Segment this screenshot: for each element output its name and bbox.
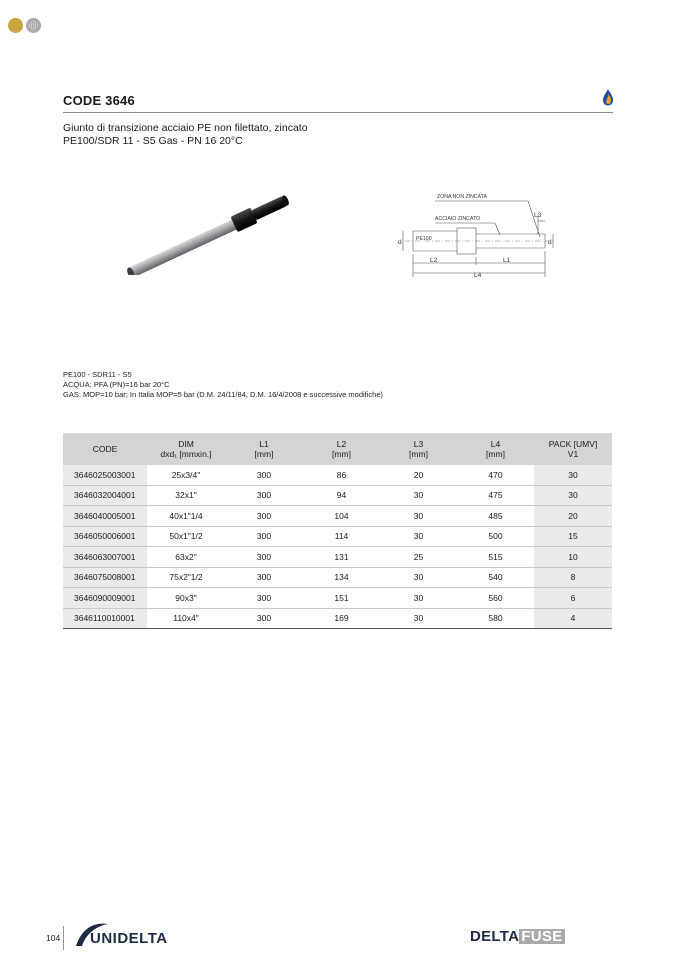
note-line: PE100 - SDR11 - S5 xyxy=(63,370,132,379)
description-line-1: Giunto di transizione acciaio PE non filettato, zincato xyxy=(63,122,308,134)
col-header-l2: L2 [mm] xyxy=(303,433,380,465)
d-right-label: d xyxy=(548,239,552,246)
table-row xyxy=(63,485,612,506)
cell-dim: 50x1"1/2 xyxy=(147,526,225,547)
cell-l4: 515 xyxy=(457,547,534,568)
cell-l3: 30 xyxy=(380,588,457,609)
cell-l4: 580 xyxy=(457,608,534,629)
cell-code: 3646040005001 xyxy=(63,506,147,527)
cell-l3: 30 xyxy=(380,608,457,629)
cell-l3: 30 xyxy=(380,567,457,588)
page-number: 104 xyxy=(46,933,61,943)
specification-table xyxy=(63,433,612,629)
cell-l1: 300 xyxy=(225,588,303,609)
table-row xyxy=(63,526,612,547)
technical-notes xyxy=(63,370,383,400)
zona-label: ZONA NON ZINCATA xyxy=(437,194,487,200)
cell-l1: 300 xyxy=(225,465,303,485)
cell-dim: 75x2"1/2 xyxy=(147,567,225,588)
note-line: GAS: MOP=10 bar; In Italia MOP=5 bar (D.M. 24/11/84, D.M. 16/4/2008 e successive modifiche) xyxy=(63,390,384,399)
cell-dim: 40x1"1/4 xyxy=(147,506,225,527)
unidelta-logo xyxy=(72,918,212,948)
col-header-l3: L3 [mm] xyxy=(380,433,457,465)
cell-code: 3646032004001 xyxy=(63,485,147,506)
l3-label: L3 xyxy=(534,212,542,219)
note-line: ACQUA: PFA (PN)=16 bar 20°C xyxy=(63,380,170,389)
table-row xyxy=(63,506,612,527)
cell-l1: 300 xyxy=(225,526,303,547)
cell-pack: 10 xyxy=(534,547,612,568)
brand-delta: DELTA xyxy=(470,928,520,945)
cell-l2: 134 xyxy=(303,567,380,588)
cell-code: 3646090009001 xyxy=(63,588,147,609)
cell-l1: 300 xyxy=(225,608,303,629)
technical-drawing xyxy=(395,185,565,290)
cell-l4: 470 xyxy=(457,465,534,485)
cell-l4: 560 xyxy=(457,588,534,609)
cell-l3: 30 xyxy=(380,485,457,506)
cell-dim: 32x1" xyxy=(147,485,225,506)
footer-divider xyxy=(63,926,64,950)
cell-l2: 114 xyxy=(303,526,380,547)
cell-l3: 20 xyxy=(380,465,457,485)
table-row xyxy=(63,465,612,485)
cell-l3: 30 xyxy=(380,506,457,527)
page-title: CODE 3646 xyxy=(63,93,135,108)
cell-code: 3646110010001 xyxy=(63,608,147,629)
cell-l2: 104 xyxy=(303,506,380,527)
col-header-code: CODE xyxy=(63,433,147,465)
l2-label: L2 xyxy=(430,257,438,264)
cell-pack: 30 xyxy=(534,465,612,485)
grey-dot-icon xyxy=(26,18,41,33)
cell-l4: 500 xyxy=(457,526,534,547)
cell-pack: 8 xyxy=(534,567,612,588)
description-line-2: PE100/SDR 11 - S5 Gas - PN 16 20°C xyxy=(63,135,243,147)
gold-dot-icon xyxy=(8,18,23,33)
cell-code: 3646025003001 xyxy=(63,465,147,485)
cell-pack: 6 xyxy=(534,588,612,609)
table-row xyxy=(63,608,612,629)
col-header-pack: PACK [UMV] V1 xyxy=(534,433,612,465)
cell-l4: 540 xyxy=(457,567,534,588)
unidelta-wordmark: UNIDELTA xyxy=(90,930,168,947)
cell-l4: 485 xyxy=(457,506,534,527)
table-header-row xyxy=(63,433,612,465)
cell-l3: 25 xyxy=(380,547,457,568)
col-header-dim: DIM dxd₁ [mmxin.] xyxy=(147,433,225,465)
cell-l3: 30 xyxy=(380,526,457,547)
acciaio-label: ACCIAIO ZINCATO xyxy=(435,216,481,222)
cell-l2: 151 xyxy=(303,588,380,609)
cell-code: 3646050006001 xyxy=(63,526,147,547)
product-photo xyxy=(118,195,298,275)
cell-l2: 131 xyxy=(303,547,380,568)
l1-label: L1 xyxy=(503,257,511,264)
gas-water-flame-icon xyxy=(601,88,615,106)
cell-code: 3646063007001 xyxy=(63,547,147,568)
cell-l1: 300 xyxy=(225,485,303,506)
cell-pack: 20 xyxy=(534,506,612,527)
cell-l2: 169 xyxy=(303,608,380,629)
cell-l1: 300 xyxy=(225,547,303,568)
product-description xyxy=(63,122,308,148)
cell-dim: 110x4" xyxy=(147,608,225,629)
l4-label: L4 xyxy=(474,272,482,279)
cell-l1: 300 xyxy=(225,506,303,527)
table-row xyxy=(63,567,612,588)
d-left-label: d xyxy=(398,239,402,246)
cell-l2: 86 xyxy=(303,465,380,485)
table-row xyxy=(63,588,612,609)
col-header-l1: L1 [mm] xyxy=(225,433,303,465)
brand-fuse: FUSE xyxy=(521,928,563,945)
cell-dim: 90x3" xyxy=(147,588,225,609)
cell-pack: 30 xyxy=(534,485,612,506)
section-dots xyxy=(8,18,41,33)
cell-l1: 300 xyxy=(225,567,303,588)
title-rule xyxy=(63,112,613,113)
deltafuse-logo xyxy=(470,928,565,945)
table-row xyxy=(63,547,612,568)
cell-pack: 4 xyxy=(534,608,612,629)
cell-dim: 25x3/4" xyxy=(147,465,225,485)
cell-l4: 475 xyxy=(457,485,534,506)
cell-dim: 63x2" xyxy=(147,547,225,568)
pe-label: PE100 xyxy=(416,236,432,242)
cell-pack: 15 xyxy=(534,526,612,547)
cell-l2: 94 xyxy=(303,485,380,506)
cell-code: 3646075008001 xyxy=(63,567,147,588)
col-header-l4: L4 [mm] xyxy=(457,433,534,465)
